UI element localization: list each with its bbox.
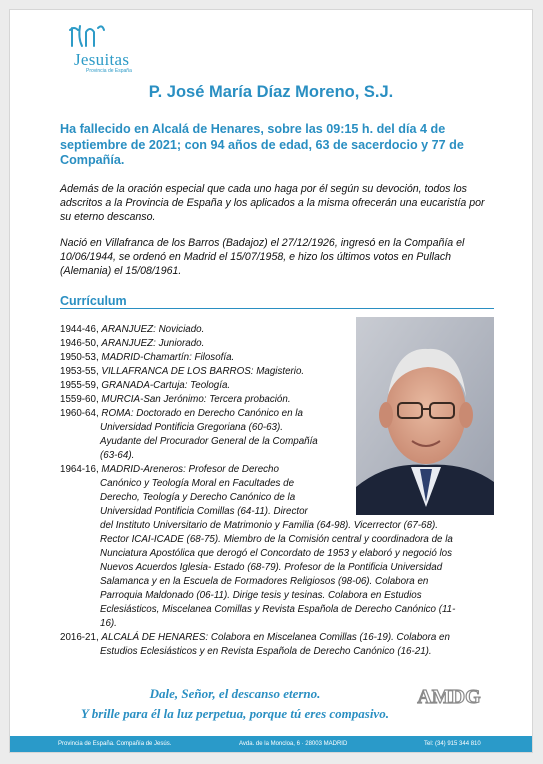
cv-year: 1944-46, bbox=[60, 324, 99, 335]
cv-item-1964 bbox=[60, 463, 498, 477]
prayer-request-paragraph: Además de la oración especial que cada uno haga por él según su devoción, todos los adscritos a la Provincia de España y los aplicados a la misma ofrecerán una eucaristía por su eterno descanso. bbox=[60, 183, 485, 223]
closing-prayer bbox=[50, 684, 420, 724]
cv-description: : Magisterio. bbox=[250, 366, 305, 377]
amdg-emblem bbox=[410, 684, 488, 708]
footer-address: Avda. de la Moncloa, 6 · 28003 MADRID bbox=[239, 741, 348, 747]
jesuitas-logo bbox=[58, 24, 158, 72]
cv-item-2016 bbox=[60, 631, 498, 645]
cv-continuation: Parroquia Maldonado (06-11). Dirige tesis y tesinas. Colabora en Estudios bbox=[100, 590, 422, 601]
cv-item-1960 bbox=[60, 407, 498, 421]
cv-continuation: (63-64). bbox=[100, 450, 135, 461]
prayer-line-1: Dale, Señor, el descanso eterno. bbox=[149, 686, 321, 701]
obituary-page bbox=[9, 9, 533, 753]
cv-description: : Tercera probación. bbox=[203, 394, 291, 405]
cv-year: 1950-53, bbox=[60, 352, 99, 363]
curriculum-heading-label: Currículum bbox=[60, 294, 131, 308]
cv-continuation: Universidad Pontificia Comillas (64-11). Director bbox=[100, 506, 308, 517]
cv-place: MADRID-Chamartín bbox=[101, 352, 190, 363]
cv-item-1559 bbox=[60, 393, 498, 407]
cv-continuation: Nunciatura Apostólica que derogó el Concordato de 1953 y elaboró y negoció los bbox=[100, 548, 453, 559]
cv-description: : Profesor de Derecho bbox=[183, 464, 279, 475]
cv-continuation: Rector ICAI-ICADE (68-75). Miembro de la Comisión central y coordinadora de la bbox=[100, 534, 453, 545]
death-announcement: Ha fallecido en Alcalá de Henares, sobre las 09:15 h. del día 4 de septiembre de 2021; con 94 años de edad, 63 de sacerdocio y 77 de Compañía. bbox=[60, 122, 464, 168]
ihs-monogram-icon bbox=[68, 24, 108, 52]
cv-year: 1946-50, bbox=[60, 338, 99, 349]
cv-item-1955 bbox=[60, 379, 498, 393]
cv-continuation: Estudios Eclesiásticos y en Revista Española de Derecho Canónico (16-21). bbox=[100, 646, 432, 657]
page-title: P. José María Díaz Moreno, S.J. bbox=[148, 83, 394, 101]
cv-year: 1559-60, bbox=[60, 394, 99, 405]
amdg-text: AMDG bbox=[417, 686, 481, 708]
cv-place: MADRID-Areneros bbox=[101, 464, 184, 475]
cv-continuation: Universidad Pontificia Gregoriana (60-63). bbox=[100, 422, 283, 433]
cv-year: 2016-21, bbox=[60, 632, 99, 643]
cv-description: : Juniorado. bbox=[153, 338, 205, 349]
cv-continuation: 16). bbox=[100, 618, 117, 629]
cv-year: 1964-16, bbox=[60, 464, 99, 475]
cv-item-1953 bbox=[60, 365, 498, 379]
cv-continuation: Nuevos Acuerdos Iglesia- Estado (68-79). Profesor de la Pontificia Universidad bbox=[100, 562, 443, 573]
cv-continuation: Canónico y Teología Moral en Facultades de bbox=[100, 478, 295, 489]
logo-subtitle: Provincia de España bbox=[86, 68, 132, 74]
cv-description: : Doctorado en Derecho Canónico en la bbox=[130, 408, 303, 419]
cv-place: MURCIA-San Jerónimo bbox=[101, 394, 204, 405]
footer-organization: Provincia de España. Compañía de Jesús. bbox=[58, 741, 172, 747]
cv-description: : Teología. bbox=[184, 380, 231, 391]
cv-place: VILLAFRANCA DE LOS BARROS bbox=[101, 366, 251, 377]
footer-phone: Tel: (34) 915 344 810 bbox=[424, 741, 481, 747]
cv-place: ARANJUEZ bbox=[101, 324, 154, 335]
logo-wordmark: Jesuitas bbox=[74, 50, 130, 69]
cv-continuation: Derecho, Teología y Derecho Canónico de la bbox=[100, 492, 296, 503]
cv-description: : Noviciado. bbox=[153, 324, 205, 335]
cv-year: 1953-55, bbox=[60, 366, 99, 377]
cv-place: ROMA bbox=[101, 408, 131, 419]
footer-bar bbox=[10, 736, 532, 752]
cv-item-1944 bbox=[60, 323, 498, 337]
biography-paragraph: Nació en Villafranca de los Barros (Badajoz) el 27/12/1926, ingresó en la Compañía el 10/06/1944, se ordenó en Madrid el 15/07/1958, e hizo los últimos votos en Pullach (Alemania) el 15/08/1961. bbox=[60, 237, 465, 277]
cv-item-1946 bbox=[60, 337, 498, 351]
cv-place: ALCALÁ DE HENARES bbox=[101, 632, 206, 643]
cv-item-1950 bbox=[60, 351, 498, 365]
cv-continuation: del Instituto Universitario de Matrimonio y Familia (64-98). Vicerrector (67-68). bbox=[100, 520, 438, 531]
cv-year: 1955-59, bbox=[60, 380, 99, 391]
curriculum-list bbox=[60, 323, 498, 659]
cv-continuation: Salamanca y en la Escuela de Formadores Religiosos (98-06). Colabora en bbox=[100, 576, 429, 587]
cv-continuation: Eclesiásticos, Miscelanea Comillas y Revista Española de Derecho Canónico (11- bbox=[100, 604, 456, 615]
cv-place: GRANADA-Cartuja bbox=[101, 380, 185, 391]
curriculum-heading bbox=[60, 292, 494, 309]
cv-description: : Filosofía. bbox=[189, 352, 235, 363]
cv-description: : Colabora en Miscelanea Comillas (16-19). Colabora en bbox=[205, 632, 450, 643]
cv-place: ARANJUEZ bbox=[101, 338, 154, 349]
cv-continuation: Ayudante del Procurador General de la Compañía bbox=[100, 436, 318, 447]
prayer-line-2: Y brille para él la luz perpetua, porque tú eres compasivo. bbox=[81, 706, 389, 721]
cv-year: 1960-64, bbox=[60, 408, 99, 419]
